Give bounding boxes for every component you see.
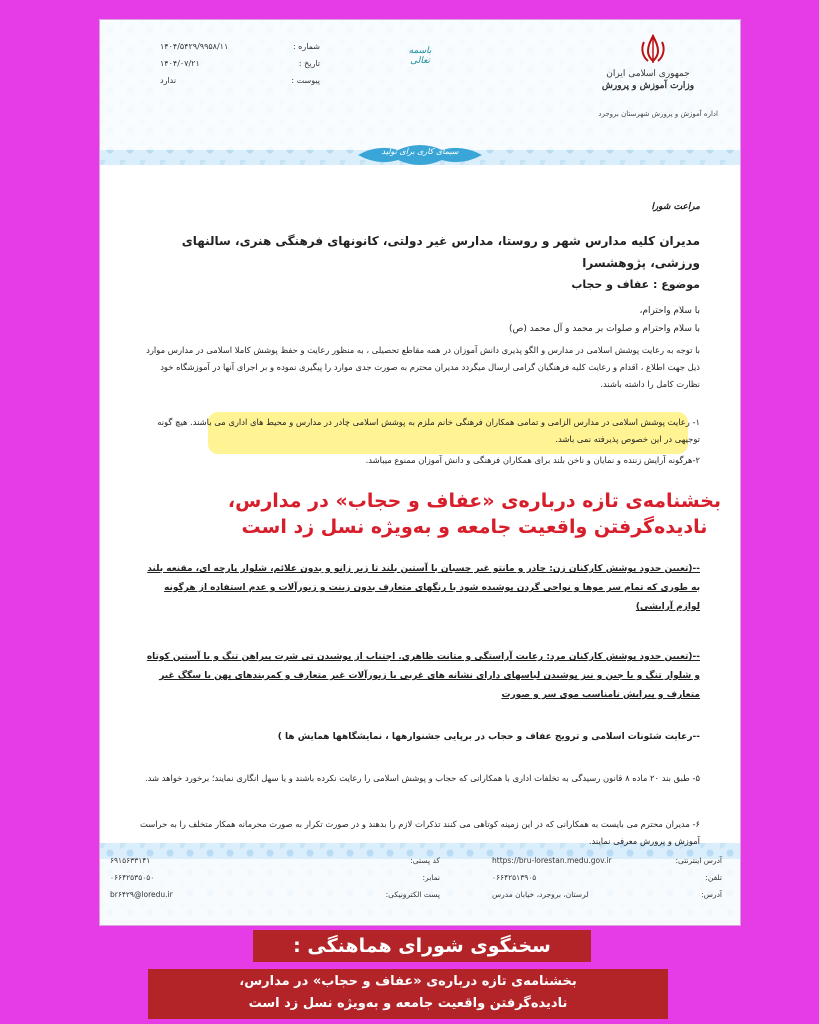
overlay-line-1: بخشنامه‌ی تازه درباره‌ی «عفاف و حجاب» در مدارس، [227,490,722,512]
postal-label: کد پستی: [410,856,440,865]
women-dress-rules: --(تعیین حدود پوشش کارکنان زن: چادر و مانتو غیر چسبان با آستین بلند تا زیر زانو و بدون علائم، شلوار پارچه ای، مقنعه بلند به طوری که تمام سر موها و نواحی گردن پوشیده شود با رنگهای متعارف بدون زینت و زیورآلات و عدم استفاده از هرگونه لوازم آرایشی) [147,564,700,612]
footer-labels [320,852,440,903]
phone-value: ۰۶۶۴۲۵۱۳۹۰۵ [492,873,537,882]
caption-body [148,969,668,1019]
footer-values [110,852,230,903]
recipients: مدیران کلیه مدارس شهر و روستا، مدارس غیر دولتی، کانونهای فرهنگی هنری، سالنهای ورزشی، پژوهشسرا [181,234,700,270]
phone-row [492,869,722,886]
date-label: تاریخ : [298,59,320,68]
ribbon-text: سیمای کاری برای تولید [381,147,459,156]
caption-title: سخنگوی شورای هماهنگی : [253,930,591,962]
date-row [160,55,320,72]
department-name: اداره آموزش و پرورش شهرستان بروجرد [598,110,718,118]
ministry-line: جمهوری اسلامی ایران [606,69,690,79]
phone-label: تلفن: [705,873,722,882]
item-1: ۱- رعایت پوشش اسلامی در مدارس الزامی و تمامی همکاران فرهنگی خانم ملزم به پوشش اسلامی چادر در مدارس و محیط های اداری می باشند. هیچ گونه توجیهی در این خصوص پذیرفته نمی باشد. [157,417,700,444]
caption-line-1: بخشنامه‌ی تازه درباره‌ی «عفاف و حجاب» در مدارس، [239,974,577,989]
address-row [492,886,722,903]
postal-row [320,852,440,869]
fax-value: ۰۶۶۴۲۵۳۵۰۵۰ [110,873,155,882]
events-rule: --رعایت شئونات اسلامی و ترویج عفاف و حجاب در برپایی جشنوارهها ، نمایشگاهها همایش ها ) [277,732,700,742]
website-link[interactable]: https://bru-lorestan.medu.gov.ir [492,856,612,865]
email-label: پست الکترونیکی: [385,890,440,899]
email-row [320,886,440,903]
iran-emblem-icon [636,32,670,66]
overlay-headline [122,488,819,540]
men-dress-rules: --(تعیین حدود پوشش کارکنان مرد: رعایت آراستگی و متانت ظاهری. اجتناب از پوشیدن تی شرت پیراهن تنگ و یا آستین کوتاه و شلوار تنگ و یا جین و نیز پوشیدن لباسهای دارای نشانه های غربی یا زیورآلات غیر متعارف و کمربندهای پهن یا سگگ غیر متعارف و پیرایش نامناسب موی سر و صورت [146,652,700,700]
attachment-value: ندارد [160,76,177,85]
overlay-line-2: نادیده‌گرفتن واقعیت جامعه و به‌ویژه نسل زد است [241,516,708,538]
letter-meta [160,38,320,89]
ministry-name [588,68,708,92]
number-row [160,38,320,55]
fax-label: نمابر: [422,873,440,882]
caption-line-2: نادیده‌گرفتن واقعیت جامعه و به‌ویژه نسل زد است [248,996,568,1011]
item-2: ۲-هرگونه آرایش زننده و نمایان و ناخن بلند برای همکاران فرهنگی و دانش آموزان ممنوع میباشد. [365,455,700,465]
number-value: ۱۴۰۴/۵۴۲۹/۹۹۵۸/۱۱ [160,42,229,51]
intro-paragraph: با توجه به رعایت پوشش اسلامی در مدارس و الگو پذیری دانش آموزان در همه مقاطع تحصیلی ، به منظور رعایت و حفظ پوشش کاملا اسلامی در مدارس موارد ذیل جهت اطلاع ، اقدام و رعایت کلیه فرهنگیان گرامی ارسال میگردد مدیران محترم به صورت جدی موارد را پیگیری نموده و بر اجرای آنها در آموزشگاه خود نظارت کامل را داشته باشند. [146,345,700,389]
fax-row [320,869,440,886]
address-value: لرستان، بروجرد، خیابان مدرس [492,890,589,899]
tagline: باسمه تعالی [408,46,432,66]
attachment-row [160,72,320,89]
greeting-2: با سلام واحترام و صلوات بر محمد و آل محمد (ص) [509,324,700,334]
salutation-heading: مراعت شورا [651,202,700,212]
website-row [492,852,722,869]
postal-value: ۶۹۱۵۶۳۳۱۴۱ [110,856,151,865]
greeting-1: با سلام واحترام، [639,306,700,316]
item-5: ۵- طبق بند ۲۰ ماده ۸ قانون رسیدگی به تخلفات اداری با همکارانی که حجاب و پوشش اسلامی را رعایت نکرده باشند و یا سهل انگاری نمایند؛ برخورد خواهد شد. [144,773,700,783]
subject: موضوع : عفاف و حجاب [571,278,700,291]
address-label: آدرس: [701,890,722,899]
item-6: ۶- مدیران محترم می بایست به همکارانی که در این زمینه کوتاهی می کنند تذکرات لازم را بدهند و در صورت تکرار به صورت محرمانه همکار متخلف را به حراست آموزش و پرورش معرفی نمایند. [139,819,700,846]
date-value: ۱۴۰۴/۰۷/۲۱ [160,59,200,68]
website-label: آدرس اینترنتی: [675,856,722,865]
letter-document [100,20,740,925]
email-value[interactable]: br۶۴۲۹@loredu.ir [110,890,173,899]
number-label: شماره : [292,42,320,51]
attachment-label: پیوست : [291,76,320,85]
ministry-line: وزارت آموزش و پرورش [601,81,695,91]
footer-contact [492,852,722,903]
